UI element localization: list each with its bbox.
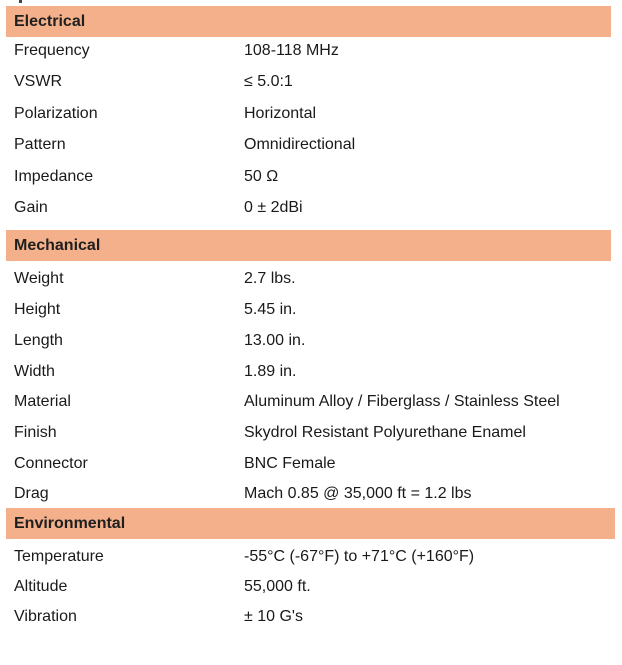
spec-value: 50 Ω	[244, 168, 279, 185]
spec-value: ≤ 5.0:1	[244, 73, 293, 90]
spec-row-height	[0, 297, 622, 323]
spec-value: 108-118 MHz	[244, 42, 339, 59]
spec-label: Temperature	[14, 548, 104, 565]
spec-label: VSWR	[14, 73, 62, 90]
spec-label: Polarization	[14, 105, 98, 122]
spec-value: 55,000 ft.	[244, 578, 311, 595]
spec-row-material	[0, 389, 622, 415]
spec-value: Horizontal	[244, 105, 317, 122]
spec-value: 2.7 lbs.	[244, 270, 296, 287]
spec-label: Impedance	[14, 168, 94, 185]
electrical-header	[6, 6, 611, 37]
mechanical-title: Mechanical	[14, 237, 101, 254]
spec-value: 13.00 in.	[244, 332, 306, 349]
spec-row-frequency	[0, 38, 622, 64]
environmental-header	[6, 508, 615, 539]
spec-value: Mach 0.85 @ 35,000 ft = 1.2 lbs	[244, 485, 472, 502]
spec-row-pattern	[0, 132, 622, 158]
spec-row-finish	[0, 420, 622, 446]
spec-row-polarization	[0, 101, 622, 127]
spec-label: Drag	[14, 485, 49, 502]
electrical-title: Electrical	[14, 13, 86, 30]
spec-row-weight	[0, 266, 622, 292]
spec-value: Omnidirectional	[244, 136, 356, 153]
spec-row-impedance	[0, 164, 622, 190]
spec-label: Height	[14, 301, 61, 318]
environmental-title: Environmental	[14, 515, 126, 532]
mechanical-header	[6, 230, 611, 261]
spec-row-drag	[0, 481, 622, 507]
spec-row-altitude	[0, 574, 622, 600]
spec-value: 1.89 in.	[244, 363, 297, 380]
spec-label: Material	[14, 393, 71, 410]
spec-value: 5.45 in.	[244, 301, 297, 318]
spec-label: Weight	[14, 270, 64, 287]
spec-row-length	[0, 328, 622, 354]
spec-label: Vibration	[14, 608, 77, 625]
spec-value: Skydrol Resistant Polyurethane Enamel	[244, 424, 526, 441]
spec-label: Gain	[14, 199, 48, 216]
spec-value: Aluminum Alloy / Fiberglass / Stainless Steel	[244, 393, 560, 410]
spec-label: Connector	[14, 455, 88, 472]
spec-value: 0 ± 2dBi	[244, 199, 303, 216]
spec-value: BNC Female	[244, 455, 336, 472]
spec-row-connector	[0, 451, 622, 477]
spec-label: Altitude	[14, 578, 68, 595]
spec-value: -55°C (-67°F) to +71°C (+160°F)	[244, 548, 475, 565]
spec-label: Frequency	[14, 42, 90, 59]
spec-label: Length	[14, 332, 63, 349]
top-edge-mark	[19, 0, 22, 3]
spec-row-width	[0, 359, 622, 385]
spec-label: Pattern	[14, 136, 66, 153]
spec-row-vswr	[0, 69, 622, 95]
spec-row-vibration	[0, 604, 622, 630]
spec-label: Width	[14, 363, 55, 380]
spec-value: ± 10 G's	[244, 608, 303, 625]
spec-row-gain	[0, 195, 622, 221]
spec-row-temperature	[0, 544, 622, 570]
spec-label: Finish	[14, 424, 57, 441]
